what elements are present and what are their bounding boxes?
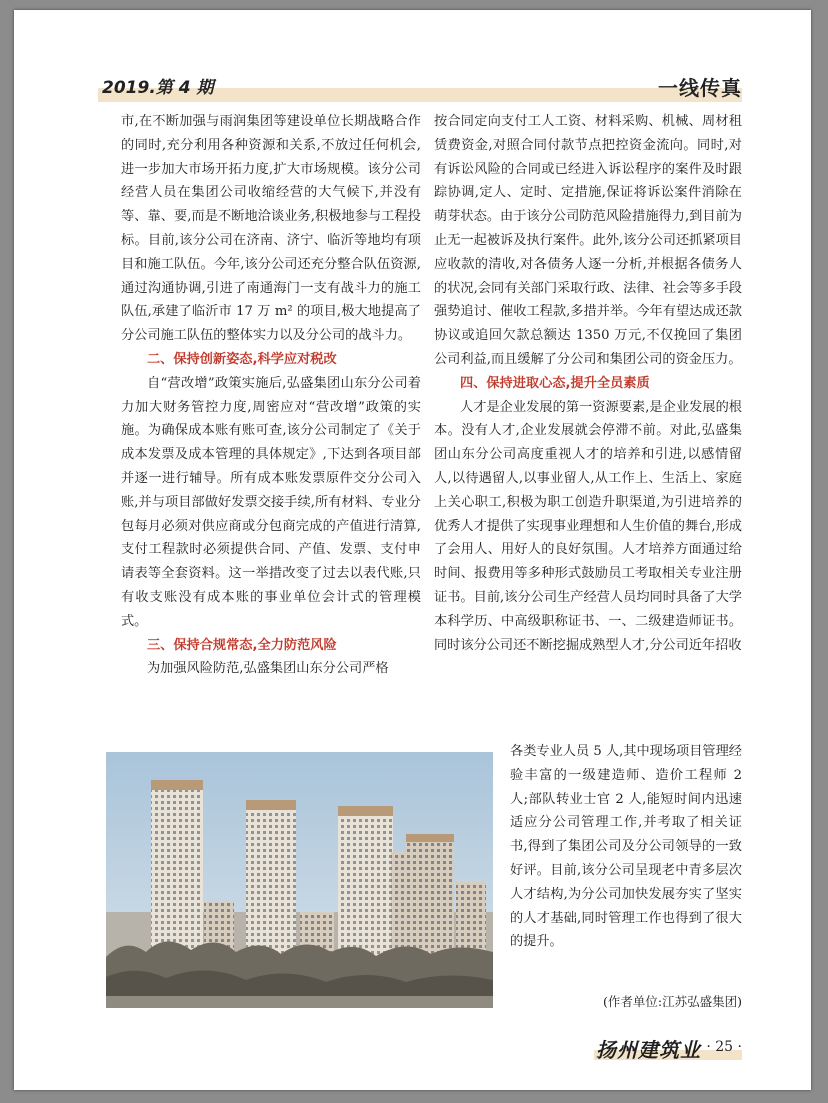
paragraph: 自“营改增”政策实施后,弘盛集团山东分公司着力加大财务管控力度,周密应对“营改增”政策的实施。为确保成本账有账可查,该分公司制定了《关于成本发票及成本管理的具体规定》,下达到各项目部并逐一进行辅导。所有成本账发票原件交分公司入账,并与项目部做好发票交接手续,所有材料、专业分包每月必须对供应商或分包商完成的产值进行清算,支付工程款时必须提供合同、产值、发票、支付申请表等全套资料。这一举措改变了过去以表代账,只有收支账没有成本账的事业单位会计式的管理模式。 <box>121 375 421 629</box>
section-heading: 四、保持进取心态,提升全员素质 <box>460 375 650 391</box>
paragraph: 为加强风险防范,弘盛集团山东分公司严格 <box>147 661 389 677</box>
section-heading: 三、保持合规常态,全力防范风险 <box>147 637 337 653</box>
author-byline: (作者单位:江苏弘盛集团) <box>603 994 742 1009</box>
section-heading: 二、保持创新姿态,科学应对税改 <box>147 351 337 367</box>
section-title: 一线传真 <box>658 76 742 100</box>
magazine-page <box>14 10 811 1090</box>
paragraph: 按合同定向支付工人工资、材料采购、机械、周材租赁费资金,对照合同付款节点把控资金流向。同时,对有诉讼风险的合同或已经进入诉讼程序的案件及时跟踪协调,定人、定时、定措施,保证将诉讼案件消除在萌芽状态。由于该分公司防范风险措施得力,到目前为止无一起被诉及执行案件。此外,该分公司还抓紧项目应收款的清收,对各债务人逐一分析,并根据各债务人的状况,会同有关部门采取行政、法律、社会等多手段强势追讨、催收工程款,多措并举。今年有望达成还款协议或追回欠款总额达 1350 万元,不仅挽回了集团公司利益,而且缓解了分公司和集团公司的资金压力。 <box>434 114 742 367</box>
building-photo <box>106 752 493 1008</box>
page-number: · 25 · <box>706 1039 742 1055</box>
magazine-logo: 扬州建筑业 <box>596 1038 701 1062</box>
paragraph: 各类专业人员 5 人,其中现场项目管理经验丰富的一级建造师、造价工程师 2 人;部队转业士官 2 人,能短时间内迅速适应分公司管理工作,并考取了相关证书,得到了集团公司及分公司领导的一致好评。目前,该分公司呈现老中青多层次人才结构,为分公司加快发展夯实了坚实的人才基础,同时管理工作也得到了很大的提升。 <box>510 744 742 950</box>
paragraph: 人才是企业发展的第一资源要素,是企业发展的根本。没有人才,企业发展就会停滞不前。对此,弘盛集团山东分公司高度重视人才的培养和引进,以感情留人,以待遇留人,以事业留人,从工作上、生活上、家庭上关心职工,积极为职工创造升职渠道,为引进培养的优秀人才提供了实现事业理想和人生价值的舞台,形成了会用人、用好人的良好氛围。人才培养方面通过给时间、报费用等多种形式鼓励员工考取相关专业注册证书。目前,该分公司生产经营人员均同时具备了大学本科学历、中高级职称证书、一、二级建造师证书。同时该分公司还不断挖掘成熟型人才,分公司近年招收 <box>434 399 742 653</box>
text-column-right <box>434 110 742 732</box>
paragraph: 市,在不断加强与雨润集团等建设单位长期战略合作的同时,充分利用各种资源和关系,不放过任何机会,进一步加大市场开拓力度,扩大市场规模。该分公司经营人员在集团公司收缩经营的大气候下,并没有等、靠、要,而是不断地洽谈业务,积极地参与工程投标。目前,该分公司在济南、济宁、临沂等地均有项目和施工队伍。今年,该分公司还充分整合队伍资源,通过沟通协调,引进了南通海门一支有战斗力的施工队伍,承建了临沂市 17 万 m² 的项目,极大地提高了分公司施工队伍的整体实力以及分公司的战斗力。 <box>121 114 421 344</box>
text-column-wrap <box>510 740 742 986</box>
text-column-left <box>121 110 421 730</box>
issue-label: 2019.第 4 期 <box>102 78 214 98</box>
